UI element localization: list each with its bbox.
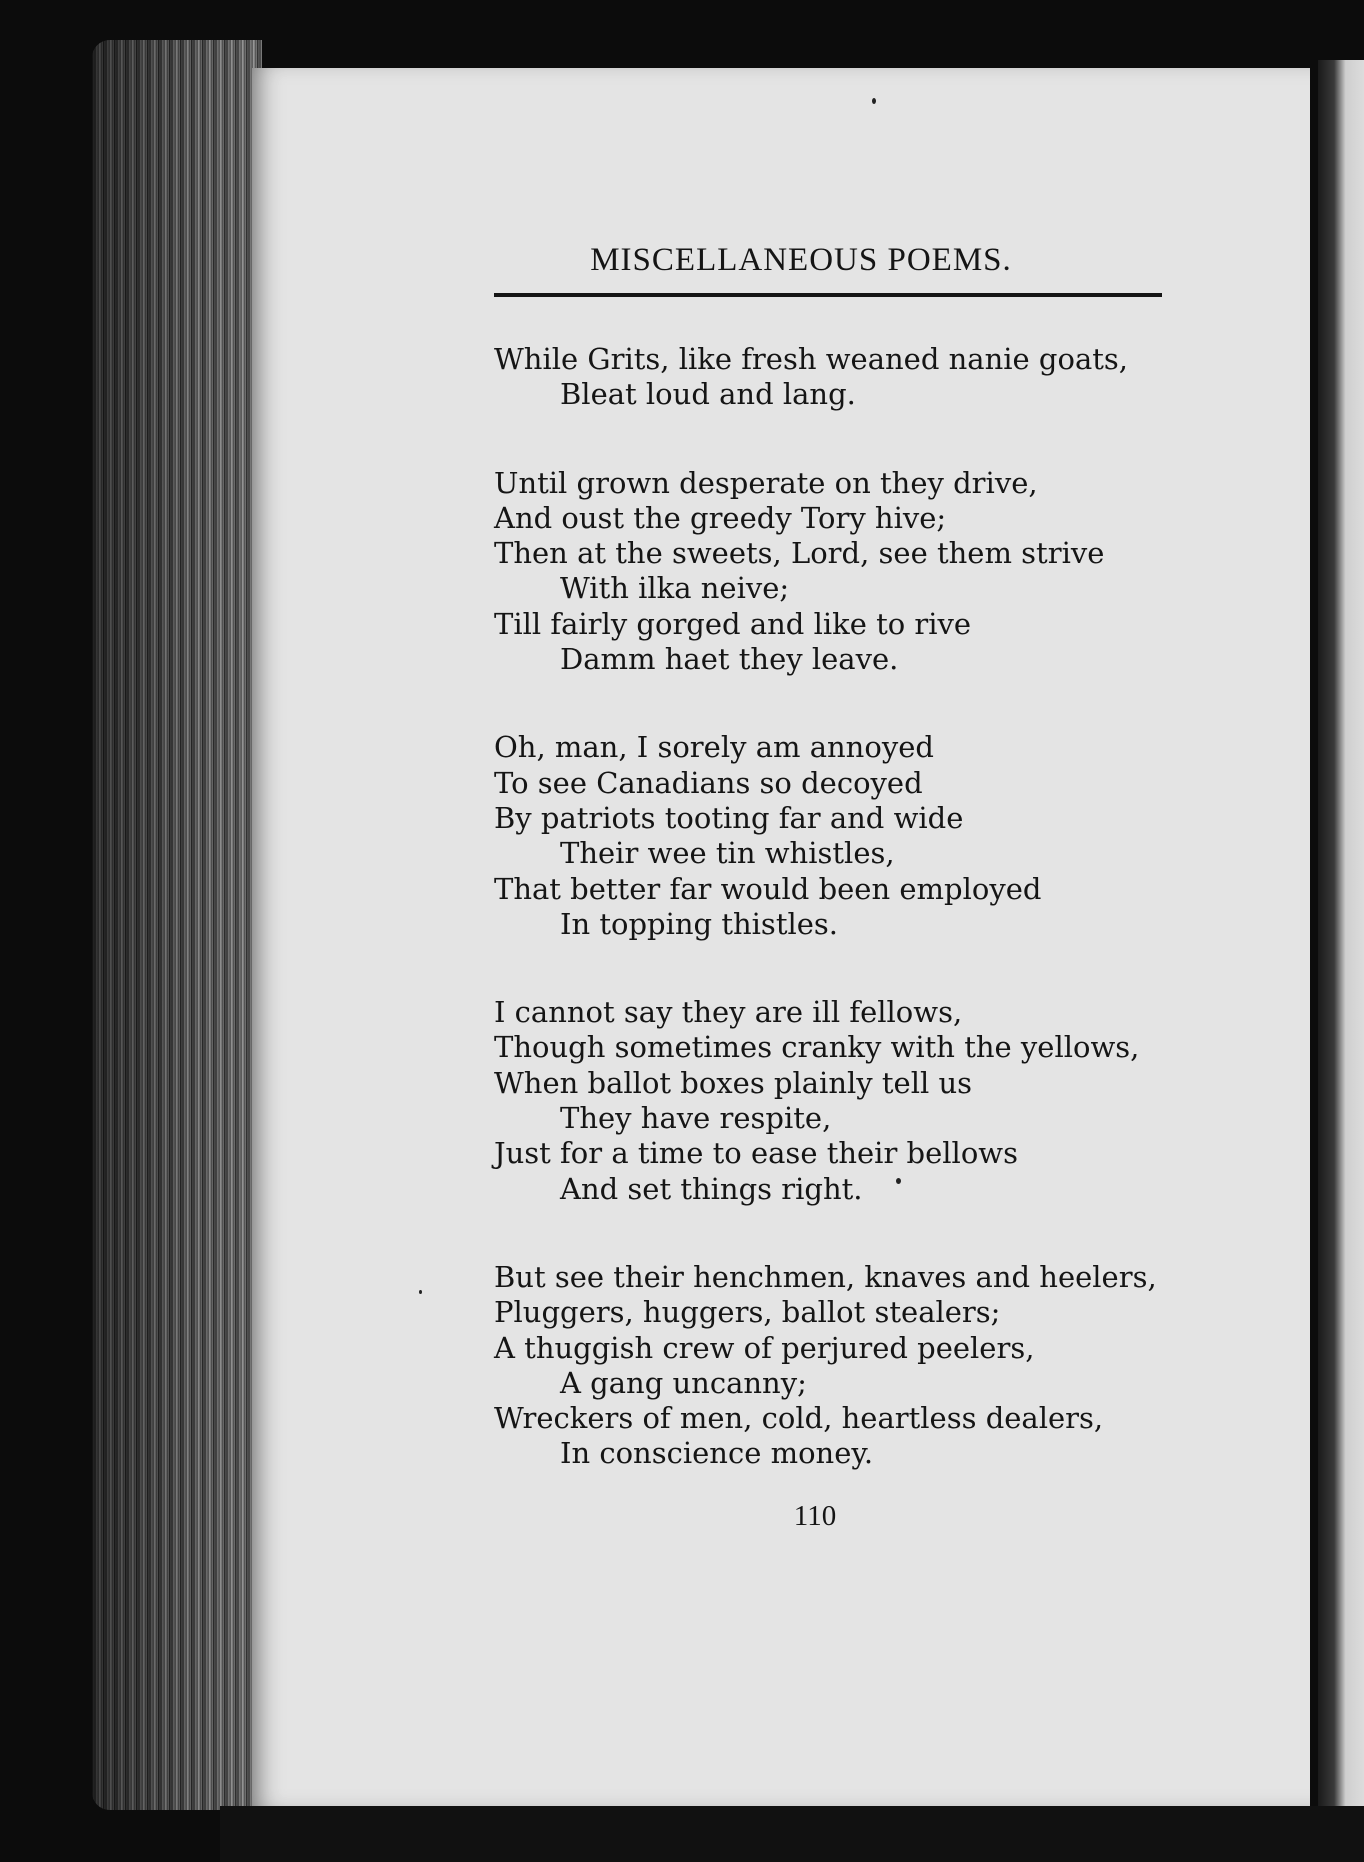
poem-line: In conscience money. bbox=[560, 1436, 874, 1471]
poem-line: In topping thistles. bbox=[560, 906, 839, 941]
poem-line: Oh, man, I sorely am annoyed bbox=[494, 730, 934, 765]
poem-line: Though sometimes cranky with the yellows, bbox=[494, 1030, 1140, 1065]
facing-page-edge bbox=[1318, 60, 1364, 1810]
poem-line: And set things right. bbox=[560, 1171, 863, 1206]
stanza bbox=[494, 466, 1194, 678]
poem-line: A gang uncanny; bbox=[560, 1365, 807, 1400]
scan-bottom-border bbox=[220, 1806, 1364, 1862]
dust-speck bbox=[872, 98, 876, 104]
poem-line: To see Canadians so decoyed bbox=[494, 765, 923, 800]
poem-line: Just for a time to ease their bellows bbox=[494, 1136, 1018, 1171]
poem-line: Then at the sweets, Lord, see them strive bbox=[494, 536, 1105, 571]
poem-line: When ballot boxes plainly tell us bbox=[494, 1065, 973, 1100]
poem-line: That better far would been employed bbox=[494, 871, 1042, 906]
poem-line: Their wee tin whistles, bbox=[560, 836, 895, 871]
poem-line: They have respite, bbox=[560, 1101, 832, 1136]
dust-speck bbox=[419, 1290, 422, 1294]
header-rule bbox=[494, 293, 1162, 297]
stanza bbox=[494, 342, 1194, 413]
book-page-edges bbox=[92, 40, 262, 1810]
poem-body bbox=[494, 342, 1194, 1525]
poem-line: Till fairly gorged and like to rive bbox=[494, 606, 972, 641]
poem-line: Damm haet they leave. bbox=[560, 642, 899, 677]
stanza bbox=[494, 730, 1194, 942]
poem-line: A thuggish crew of perjured peelers, bbox=[494, 1330, 1035, 1365]
poem-line: Bleat loud and lang. bbox=[560, 377, 856, 412]
poem-line: And oust the greedy Tory hive; bbox=[494, 500, 947, 535]
poem-line: I cannot say they are ill fellows, bbox=[494, 995, 963, 1030]
stanza bbox=[494, 1260, 1194, 1472]
poem-line: But see their henchmen, knaves and heelers, bbox=[494, 1259, 1157, 1294]
poem-line: Pluggers, huggers, ballot stealers; bbox=[494, 1295, 1001, 1330]
poem-line: While Grits, like fresh weaned nanie goats, bbox=[494, 342, 1128, 376]
poem-line: Until grown desperate on they drive, bbox=[494, 465, 1038, 500]
poem-line: Wreckers of men, cold, heartless dealers, bbox=[494, 1401, 1104, 1436]
poem-line: By patriots tooting far and wide bbox=[494, 800, 964, 835]
stanza bbox=[494, 995, 1194, 1207]
poem-line: With ilka neive; bbox=[560, 571, 790, 606]
page-number: 110 bbox=[793, 1500, 837, 1532]
running-head: MISCELLANEOUS POEMS. bbox=[590, 242, 1012, 278]
